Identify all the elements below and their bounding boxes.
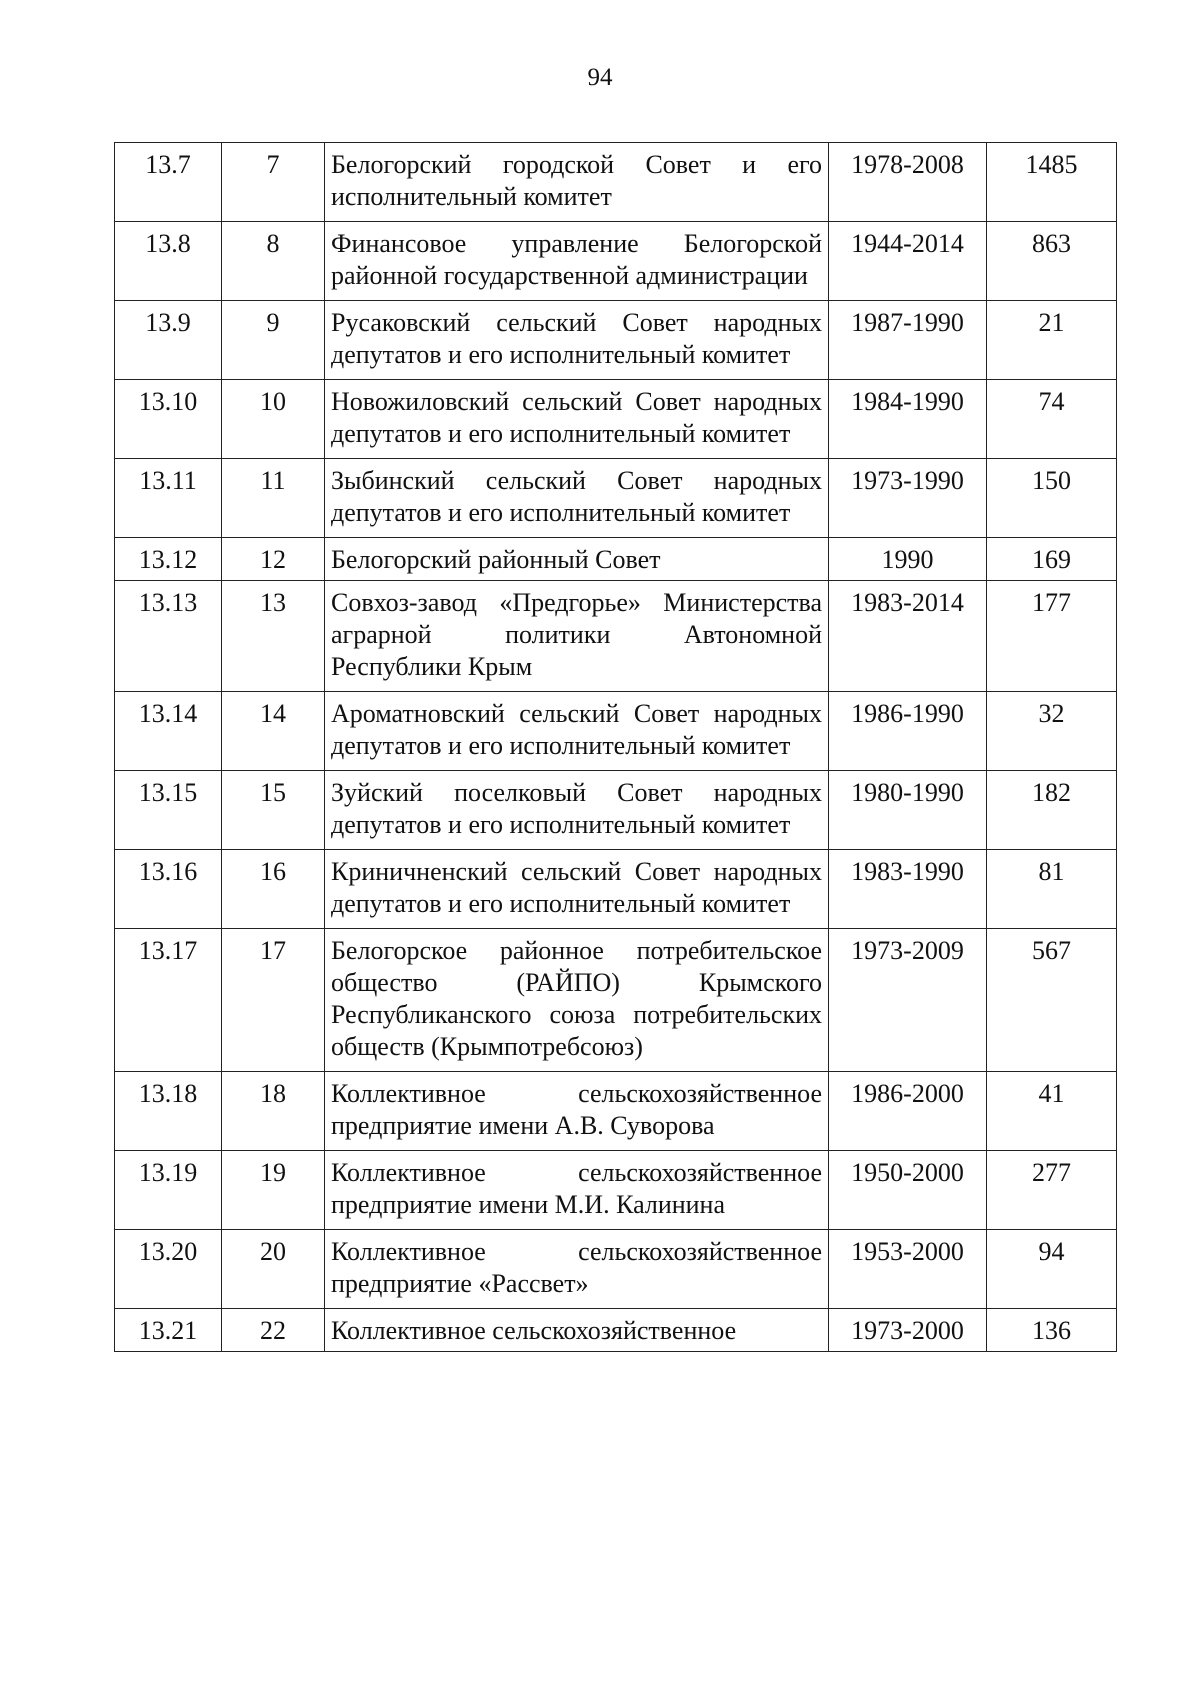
date-range: 1987-1990 [829,301,987,380]
fond-number: 13 [222,581,325,692]
fond-number: 20 [222,1230,325,1309]
fond-name: Финансовое управление Белогорской районной государственной администрации [325,222,829,301]
section-number: 13.13 [115,581,222,692]
date-range: 1944-2014 [829,222,987,301]
date-range: 1986-1990 [829,692,987,771]
date-range: 1980-1990 [829,771,987,850]
table-row [115,380,1117,459]
table-row [115,692,1117,771]
units-count: 150 [987,459,1117,538]
units-count: 169 [987,538,1117,581]
table-row [115,301,1117,380]
fond-number: 9 [222,301,325,380]
section-number: 13.21 [115,1309,222,1352]
table-row [115,1072,1117,1151]
page-number: 94 [587,64,613,91]
table-row [115,222,1117,301]
fond-name: Коллективное сельскохозяйственное [325,1309,829,1352]
section-number: 13.20 [115,1230,222,1309]
fond-number: 10 [222,380,325,459]
units-count: 41 [987,1072,1117,1151]
table-row [115,929,1117,1072]
fond-number: 17 [222,929,325,1072]
date-range: 1984-1990 [829,380,987,459]
date-range: 1973-2009 [829,929,987,1072]
fond-number: 12 [222,538,325,581]
fond-name: Русаковский сельский Совет народных депутатов и его исполнительный комитет [325,301,829,380]
units-count: 182 [987,771,1117,850]
fond-number: 8 [222,222,325,301]
fond-number: 22 [222,1309,325,1352]
section-number: 13.17 [115,929,222,1072]
section-number: 13.15 [115,771,222,850]
section-number: 13.18 [115,1072,222,1151]
fond-name: Зыбинский сельский Совет народных депутатов и его исполнительный комитет [325,459,829,538]
fond-name: Новожиловский сельский Совет народных депутатов и его исполнительный комитет [325,380,829,459]
units-count: 21 [987,301,1117,380]
date-range: 1973-2000 [829,1309,987,1352]
section-number: 13.8 [115,222,222,301]
units-count: 74 [987,380,1117,459]
date-range: 1950-2000 [829,1151,987,1230]
fond-name: Ароматновский сельский Совет народных депутатов и его исполнительный комитет [325,692,829,771]
date-range: 1953-2000 [829,1230,987,1309]
fond-name: Криничненский сельский Совет народных депутатов и его исполнительный комитет [325,850,829,929]
table-row [115,581,1117,692]
table-row [115,1151,1117,1230]
table-row [115,538,1117,581]
units-count: 863 [987,222,1117,301]
date-range: 1983-2014 [829,581,987,692]
date-range: 1990 [829,538,987,581]
fond-name: Коллективное сельскохозяйственное предприятие имени А.В. Суворова [325,1072,829,1151]
fond-number: 19 [222,1151,325,1230]
table-row [115,1230,1117,1309]
fond-name: Зуйский поселковый Совет народных депутатов и его исполнительный комитет [325,771,829,850]
section-number: 13.19 [115,1151,222,1230]
fond-number: 11 [222,459,325,538]
units-count: 567 [987,929,1117,1072]
section-number: 13.12 [115,538,222,581]
table-row [115,143,1117,222]
table-row [115,459,1117,538]
units-count: 1485 [987,143,1117,222]
section-number: 13.14 [115,692,222,771]
units-count: 277 [987,1151,1117,1230]
table-row [115,850,1117,929]
section-number: 13.16 [115,850,222,929]
fond-number: 7 [222,143,325,222]
table-row [115,771,1117,850]
date-range: 1973-1990 [829,459,987,538]
units-count: 32 [987,692,1117,771]
units-count: 177 [987,581,1117,692]
fond-name: Белогорский районный Совет [325,538,829,581]
fond-name: Коллективное сельскохозяйственное предприятие имени М.И. Калинина [325,1151,829,1230]
fond-number: 16 [222,850,325,929]
archive-fonds-table [114,142,1117,1352]
units-count: 81 [987,850,1117,929]
section-number: 13.11 [115,459,222,538]
section-number: 13.7 [115,143,222,222]
date-range: 1986-2000 [829,1072,987,1151]
fond-number: 14 [222,692,325,771]
fond-number: 18 [222,1072,325,1151]
fond-name: Белогорский городской Совет и его исполнительный комитет [325,143,829,222]
units-count: 136 [987,1309,1117,1352]
table-row [115,1309,1117,1352]
date-range: 1978-2008 [829,143,987,222]
section-number: 13.9 [115,301,222,380]
units-count: 94 [987,1230,1117,1309]
fond-name: Коллективное сельскохозяйственное предприятие «Рассвет» [325,1230,829,1309]
fond-number: 15 [222,771,325,850]
fond-name: Совхоз-завод «Предгорье» Министерства аграрной политики Автономной Республики Крым [325,581,829,692]
section-number: 13.10 [115,380,222,459]
date-range: 1983-1990 [829,850,987,929]
fond-name: Белогорское районное потребительское общество (РАЙПО) Крымского Республиканского союза потребительских обществ (Крымпотребсоюз) [325,929,829,1072]
